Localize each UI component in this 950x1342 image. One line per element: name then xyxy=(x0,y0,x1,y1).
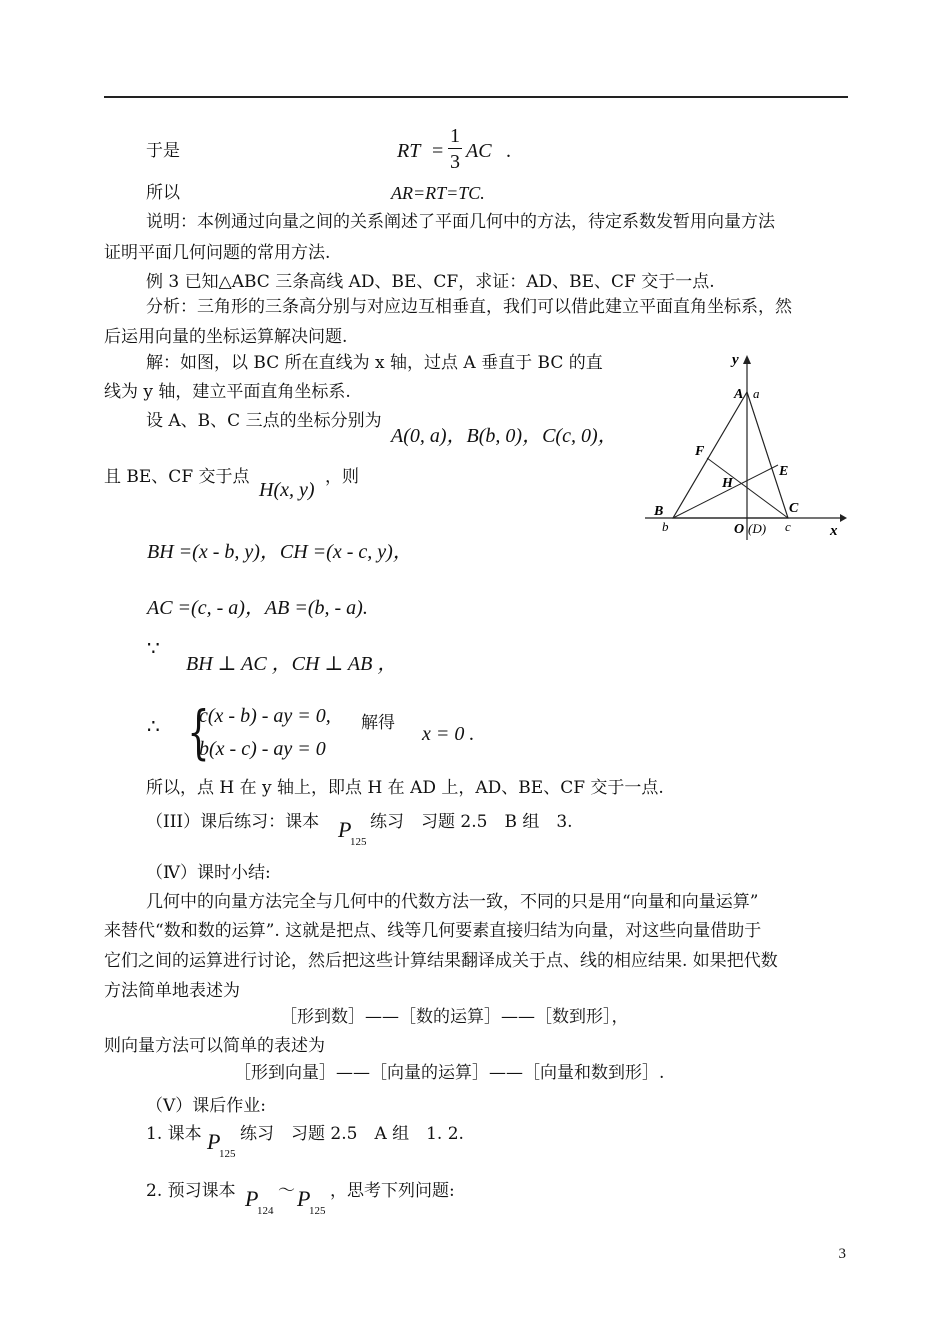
therefore-symbol: ∴ xyxy=(147,714,160,738)
line1-den: 3 xyxy=(450,151,460,173)
section3-sub: 125 xyxy=(350,836,367,848)
section3-P: P xyxy=(338,817,352,842)
conclusion: 所以，点 H 在 y 轴上，即点 H 在 AD 上，AD、BE、CF 交于一点. xyxy=(146,778,664,798)
section5-title: （Ⅴ）课后作业: xyxy=(146,1096,267,1116)
solution-line3-math: A(0, a)，B(b, 0)，C(c, 0)， xyxy=(391,425,618,447)
label-c: c xyxy=(785,519,791,534)
hw2-P2: P xyxy=(297,1186,311,1211)
label-A: A xyxy=(734,387,744,402)
solve-result: x = 0 . xyxy=(422,723,475,745)
hw1-P: P xyxy=(207,1129,221,1154)
line1-rhs: AC xyxy=(466,140,492,162)
line1-label: 于是 xyxy=(146,141,180,161)
vector-row2: AC =(c, - a)，AB =(b, - a). xyxy=(147,597,368,619)
section4-p3: 它们之间的运算进行讨论，然后把这些计算结果翻译成关于点、线的相应结果. 如果把代数 xyxy=(104,951,778,971)
solution-line4-end: ，则 xyxy=(325,467,359,487)
label-b: b xyxy=(662,519,669,534)
section4-p4: 方法简单地表述为 xyxy=(104,981,240,1001)
header-rule xyxy=(104,96,848,98)
system-eq2: b(x - c) - ay = 0 xyxy=(199,738,326,760)
note-line2: 证明平面几何问题的常用方法. xyxy=(104,243,331,263)
hw2-prefix: 2. 预习课本 xyxy=(146,1181,236,1201)
section4-p5: 则向量方法可以简单的表述为 xyxy=(104,1036,325,1056)
hw1-sub: 125 xyxy=(219,1148,236,1160)
line1-num: 1 xyxy=(450,125,460,147)
because-symbol: ∵ xyxy=(147,636,160,660)
solution-line1: 解：如图，以 BC 所在直线为 x 轴，过点 A 垂直于 BC 的直 xyxy=(146,353,603,373)
section4-flow2: ［形到向量］——［向量的运算］——［向量和数到形］. xyxy=(234,1063,665,1083)
hw1-suffix: 练习 习题 2.5 A 组 1. 2. xyxy=(240,1124,464,1144)
vector-row1: BH =(x - b, y)，CH =(x - c, y)， xyxy=(147,541,413,563)
label-C: C xyxy=(789,501,799,516)
label-y: y xyxy=(732,352,739,368)
section3-suffix: 练习 习题 2.5 B 组 3. xyxy=(370,812,573,832)
label-D: (D) xyxy=(748,521,767,536)
label-E: E xyxy=(779,464,789,479)
line2-expr: AR=RT=TC. xyxy=(391,183,485,203)
label-O: O xyxy=(734,522,745,537)
triangle-abc xyxy=(673,392,788,518)
analysis-line1: 分析：三角形的三条高分别与对应边互相垂直，我们可以借此建立平面直角坐标系，然 xyxy=(146,297,792,317)
hw2-P1: P xyxy=(245,1186,259,1211)
system-eq1: c(x - b) - ay = 0, xyxy=(199,705,331,727)
hw2-suffix: ，思考下列问题: xyxy=(330,1181,455,1201)
y-axis-arrow xyxy=(743,355,751,364)
hw2-tilde: ～ xyxy=(278,1181,295,1201)
label-x: x xyxy=(830,523,838,539)
section3-prefix: （III）课后练习：课本 xyxy=(146,812,320,832)
solve-label: 解得 xyxy=(361,713,395,733)
system-brace: { xyxy=(187,698,210,766)
hw1-prefix: 1. 课本 xyxy=(146,1124,202,1144)
section4-title: （Ⅳ）课时小结: xyxy=(146,863,271,883)
x-axis-arrow xyxy=(840,514,847,522)
hw2-sub1: 124 xyxy=(257,1205,274,1217)
section4-p2: 来替代“数和数的运算”. 这就是把点、线等几何要素直接归结为向量，对这些向量借助于 xyxy=(104,921,762,941)
label-F: F xyxy=(695,444,705,459)
fraction-bar xyxy=(448,148,462,149)
line1-end: . xyxy=(506,140,511,162)
line1-eq: = xyxy=(432,140,444,162)
section4-flow1: ［形到数］——［数的运算］——［数到形］， xyxy=(280,1007,629,1027)
label-H: H xyxy=(722,476,733,491)
page-number: 3 xyxy=(838,1246,846,1262)
label-B: B xyxy=(654,504,664,519)
line1-lhs: RT xyxy=(397,140,421,162)
triangle-figure xyxy=(640,352,850,542)
analysis-line2: 后运用向量的坐标运算解决问题. xyxy=(104,327,348,347)
section4-p1: 几何中的向量方法完全与几何中的代数方法一致，不同的只是用“向量和向量运算” xyxy=(146,892,759,912)
note-line1: 说明：本例通过向量之间的关系阐述了平面几何中的方法，待定系数发暂用向量方法 xyxy=(146,212,775,232)
label-a: a xyxy=(753,386,760,401)
solution-line2: 线为 y 轴，建立平面直角坐标系. xyxy=(104,382,351,402)
solution-line3-text: 设 A、B、C 三点的坐标分别为 xyxy=(146,411,382,431)
solution-line4-math: H(x, y) xyxy=(259,479,315,501)
line2-label: 所以 xyxy=(146,183,180,203)
hw2-sub2: 125 xyxy=(309,1205,326,1217)
vector-row3: BH ⊥ AC ，CH ⊥ AB ， xyxy=(186,653,398,675)
solution-line4-text: 且 BE、CF 交于点 xyxy=(104,467,250,487)
example3: 例 3 已知△ABC 三条高线 AD、BE、CF，求证：AD、BE、CF 交于一点. xyxy=(146,272,715,292)
